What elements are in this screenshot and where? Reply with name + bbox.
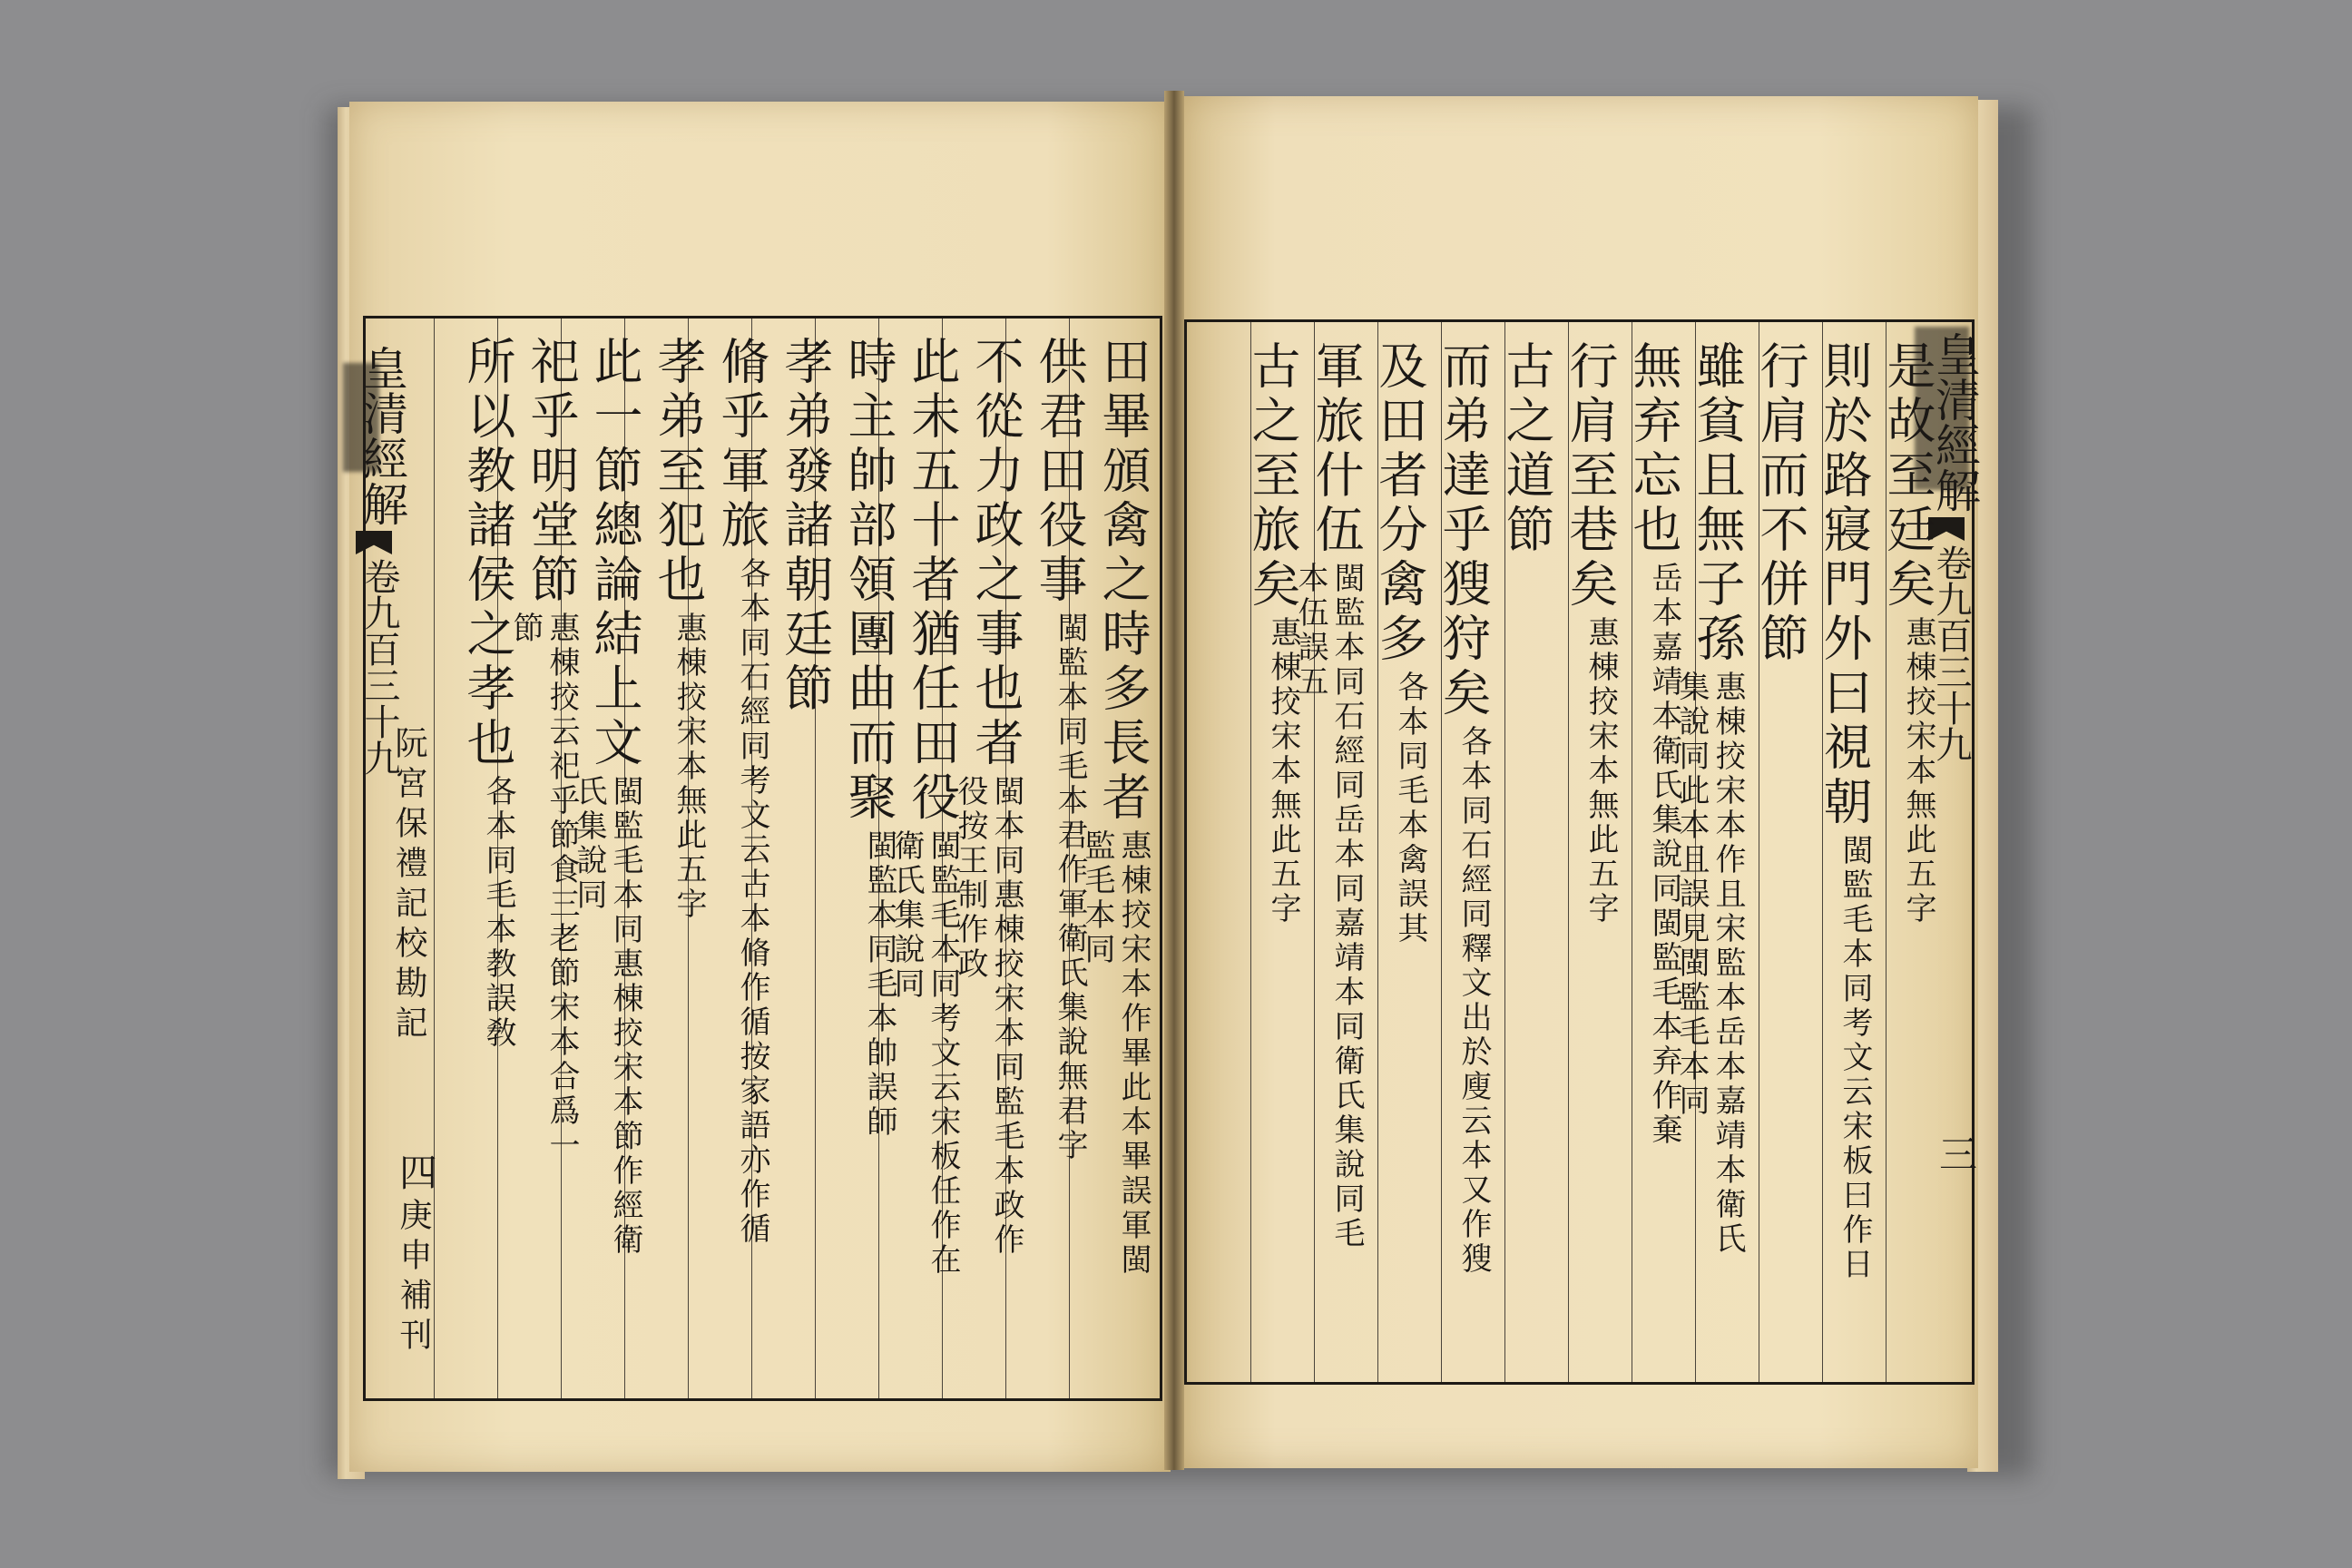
main-text: 古之至旅矣 [1244,340,1301,612]
commentary-text: 惠棟挍宋本無此五字 [671,612,707,922]
commentary-text: 各本同石經同考文云古本脩作循按家語亦作循 [734,557,770,1247]
text-column [708,336,771,1384]
main-text: 則於路寢門外曰視朝 [1816,340,1873,830]
commentary-text: 惠棟挍宋本無此五字 [1265,616,1301,926]
commentary-text: 衛氏集說同 [888,829,925,1002]
text-column [1079,336,1152,1384]
main-text: 是故至廷矣 [1879,340,1936,612]
commentary-text: 惠棟挍云祀乎節食三老節宋本合爲一 [544,612,580,1163]
text-column [1292,340,1366,1370]
commentary-pair [1079,829,1152,1278]
main-text: 祀乎明堂節 [523,336,580,608]
main-text: 供君田役事 [1031,336,1088,608]
commentary-text: 閩監本同毛本君作軍衛氏集說無君字 [1052,612,1088,1163]
text-column [952,336,1025,1384]
commentary-pair [888,829,961,1278]
commentary-text: 氏集說同 [571,775,607,913]
text-column [507,336,581,1384]
commentary-pair [507,612,580,1163]
commentary-pair [861,829,897,1140]
main-text: 軍旅什伍 [1308,340,1365,558]
main-text: 此未五十者猶任田役 [904,336,961,826]
text-column [1556,340,1620,1370]
main-text: 孝弟發諸朝廷節 [777,336,834,717]
commentary-text: 岳本嘉靖本衛氏集說同閩監毛本弃作棄 [1646,562,1682,1148]
right-margin-title: 皇清經解 [1928,331,1981,513]
left-margin-source: 阮宮保禮記校勘記 [390,726,427,1045]
commentary-text: 各本同毛本教誤敎 [480,775,516,1051]
commentary-text: 役按王制作政 [952,775,988,982]
left-margin-title: 皇清經解 [356,345,408,526]
text-column [1673,340,1747,1370]
left-margin-volume: 卷九百三十九 [358,558,400,776]
commentary-pair [1265,616,1301,926]
commentary-pair [1052,612,1088,1163]
commentary-text: 閩監本同毛本帥誤師 [861,829,897,1140]
left-margin-note: 庚申補刊 [395,1198,432,1357]
commentary-pair [1292,562,1365,1251]
commentary-pair [1392,671,1428,946]
text-column [454,336,517,1384]
commentary-pair [952,775,1024,1258]
commentary-text: 集說同此本且誤見閩監毛本同 [1673,671,1710,1119]
commentary-text: 惠棟挍宋本作且宋監本岳本嘉靖本衛氏 [1710,671,1746,1257]
main-text: 孝弟至犯也 [650,336,707,608]
main-text: 行肩而不併節 [1752,340,1809,667]
commentary-text: 監毛本同 [1079,829,1115,967]
text-column [1810,340,1874,1370]
commentary-pair [1455,725,1492,1277]
left-margin-page: 四 [394,1152,438,1191]
text-column [1239,340,1302,1370]
text-column [888,336,962,1384]
commentary-text: 節 [507,612,544,646]
commentary-text: 惠棟挍宋本無此五字 [1583,616,1619,926]
commentary-pair [1646,562,1682,1148]
main-text: 田畢頒禽之時多長者 [1094,336,1152,826]
commentary-text: 閩本同惠棟挍宋本同監毛本政作 [988,775,1024,1258]
text-column [1747,340,1810,1370]
commentary-text: 本伍誤五 [1292,562,1328,700]
book-gutter [1164,91,1184,1470]
main-text: 雖貧且無子孫 [1689,340,1746,667]
text-column [835,336,898,1384]
commentary-pair [734,557,770,1247]
main-text: 無弃忘也 [1625,340,1682,558]
main-text: 此一節總論結上文 [586,336,643,771]
commentary-text: 閩監毛本同惠棟挍宋本節作經衛 [607,775,643,1258]
text-column [1493,340,1556,1370]
commentary-text: 閩監本同石經同岳本同嘉靖本同衛氏集說同毛 [1328,562,1365,1251]
main-text: 行肩至巷矣 [1562,340,1619,612]
main-text: 而弟達乎獀狩矣 [1435,340,1492,721]
main-text: 所以教諸侯之孝也 [459,336,516,771]
main-text: 脩乎軍旅 [713,336,770,554]
commentary-pair [1837,834,1873,1282]
commentary-pair [1900,616,1936,926]
commentary-text: 各本同石經同釋文出於廋云本又作獀 [1455,725,1492,1277]
text-column [1874,340,1937,1370]
commentary-pair [1583,616,1619,926]
commentary-pair [480,775,516,1051]
main-text: 時主帥部領團曲而聚 [840,336,897,826]
text-column [1429,340,1493,1370]
main-text: 及田者分禽多 [1371,340,1428,667]
text-column [1620,340,1683,1370]
text-column [1366,340,1429,1370]
commentary-pair [1673,671,1746,1257]
main-text: 不從力政之事也者 [967,336,1024,771]
right-margin-page: 三 [1934,1134,1978,1172]
commentary-text: 各本同毛本禽誤其 [1392,671,1428,946]
right-margin-volume: 卷九百三十九 [1930,544,1972,762]
text-column [571,336,644,1384]
text-column [771,336,835,1384]
commentary-pair [573,775,641,1258]
main-text: 古之道節 [1498,340,1555,558]
commentary-text: 閩監毛本同考文云宋板曰作日 [1837,834,1873,1282]
commentary-text: 惠棟挍宋本無此五字 [1900,616,1936,926]
text-column [1025,336,1089,1384]
text-column [644,336,708,1384]
commentary-text: 閩監毛本同考文云宋板任作在 [925,829,961,1278]
commentary-text: 惠棟挍宋本作畢此本畢誤軍閩 [1115,829,1152,1278]
commentary-pair [671,612,707,922]
